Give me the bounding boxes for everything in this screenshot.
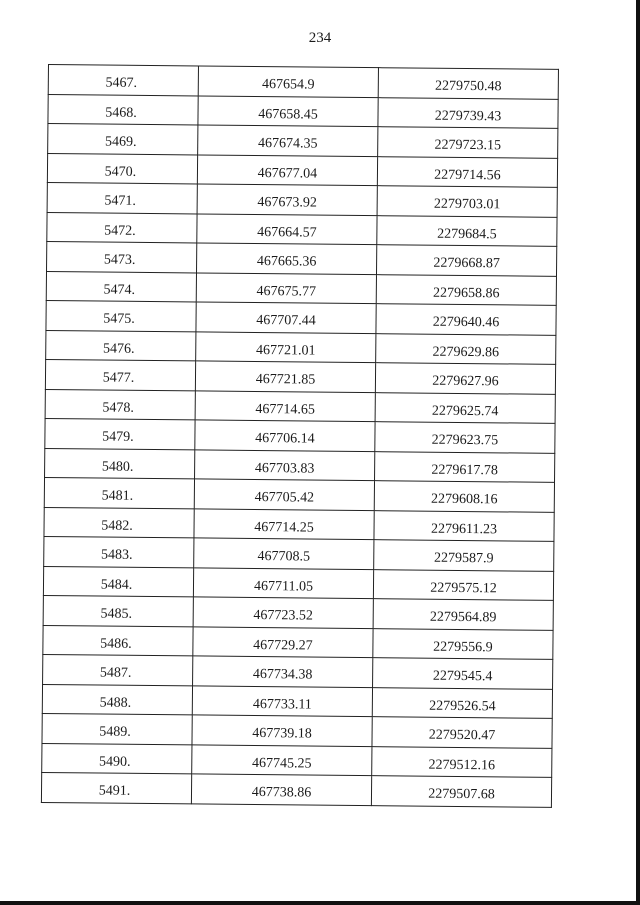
- table-row: [46, 300, 556, 334]
- table-row: [47, 212, 557, 246]
- x-coordinate-cell: 467721.01: [196, 331, 376, 362]
- y-coordinate-cell: 2279617.78: [375, 451, 555, 482]
- y-coordinate-cell: 2279575.12: [373, 569, 553, 600]
- y-coordinate-cell: 2279739.43: [378, 97, 558, 128]
- table-row: [42, 684, 552, 718]
- y-coordinate-cell: 2279611.23: [374, 510, 554, 541]
- point-number-cell: 5484.: [43, 566, 193, 597]
- point-number-cell: 5490.: [42, 743, 192, 774]
- y-coordinate-cell: 2279556.9: [373, 628, 553, 659]
- table-row: [45, 418, 555, 452]
- x-coordinate-cell: 467665.36: [197, 243, 377, 274]
- table-row: [44, 536, 554, 570]
- table-row: [43, 595, 553, 629]
- y-coordinate-cell: 2279658.86: [376, 274, 556, 305]
- coordinates-table-container: [41, 64, 558, 807]
- point-number-cell: 5478.: [45, 389, 195, 420]
- point-number-cell: 5487.: [43, 654, 193, 685]
- x-coordinate-cell: 467723.52: [193, 597, 373, 628]
- table-row: [46, 271, 556, 305]
- table-row: [43, 625, 553, 659]
- x-coordinate-cell: 467738.86: [191, 774, 371, 805]
- y-coordinate-cell: 2279520.47: [372, 717, 552, 748]
- x-coordinate-cell: 467708.5: [194, 538, 374, 569]
- point-number-cell: 5481.: [44, 477, 194, 508]
- x-coordinate-cell: 467703.83: [195, 449, 375, 480]
- y-coordinate-cell: 2279587.9: [374, 540, 554, 571]
- table-row: [41, 772, 551, 806]
- y-coordinate-cell: 2279623.75: [375, 422, 555, 453]
- x-coordinate-cell: 467734.38: [193, 656, 373, 687]
- point-number-cell: 5473.: [47, 241, 197, 272]
- x-coordinate-cell: 467714.25: [194, 508, 374, 539]
- y-coordinate-cell: 2279723.15: [378, 127, 558, 158]
- y-coordinate-cell: 2279507.68: [371, 776, 551, 807]
- point-number-cell: 5486.: [43, 625, 193, 656]
- x-coordinate-cell: 467729.27: [193, 626, 373, 657]
- x-coordinate-cell: 467664.57: [197, 213, 377, 244]
- y-coordinate-cell: 2279608.16: [374, 481, 554, 512]
- x-coordinate-cell: 467706.14: [195, 420, 375, 451]
- x-coordinate-cell: 467707.44: [196, 302, 376, 333]
- x-coordinate-cell: 467654.9: [198, 66, 378, 97]
- table-row: [45, 389, 555, 423]
- table-row: [43, 654, 553, 688]
- point-number-cell: 5468.: [48, 94, 198, 125]
- y-coordinate-cell: 2279526.54: [372, 687, 552, 718]
- x-coordinate-cell: 467675.77: [196, 272, 376, 303]
- point-number-cell: 5474.: [46, 271, 196, 302]
- x-coordinate-cell: 467745.25: [192, 744, 372, 775]
- x-coordinate-cell: 467739.18: [192, 715, 372, 746]
- point-number-cell: 5472.: [47, 212, 197, 243]
- point-number-cell: 5482.: [44, 507, 194, 538]
- x-coordinate-cell: 467677.04: [197, 154, 377, 185]
- x-coordinate-cell: 467658.45: [198, 95, 378, 126]
- point-number-cell: 5485.: [43, 595, 193, 626]
- y-coordinate-cell: 2279714.56: [377, 156, 557, 187]
- point-number-cell: 5491.: [41, 772, 191, 803]
- table-row: [42, 743, 552, 777]
- table-row: [48, 65, 558, 99]
- table-row: [45, 448, 555, 482]
- table-row: [46, 330, 556, 364]
- y-coordinate-cell: 2279668.87: [376, 245, 556, 276]
- page-number: 234: [308, 30, 332, 46]
- table-row: [43, 566, 553, 600]
- point-number-cell: 5475.: [46, 300, 196, 331]
- y-coordinate-cell: 2279564.89: [373, 599, 553, 630]
- x-coordinate-cell: 467705.42: [194, 479, 374, 510]
- x-coordinate-cell: 467721.85: [195, 361, 375, 392]
- point-number-cell: 5469.: [48, 124, 198, 155]
- y-coordinate-cell: 2279512.16: [372, 746, 552, 777]
- y-coordinate-cell: 2279545.4: [373, 658, 553, 689]
- x-coordinate-cell: 467733.11: [192, 685, 372, 716]
- x-coordinate-cell: 467711.05: [193, 567, 373, 598]
- table-row: [42, 713, 552, 747]
- point-number-cell: 5477.: [45, 359, 195, 390]
- point-number-cell: 5488.: [42, 684, 192, 715]
- point-number-cell: 5480.: [45, 448, 195, 479]
- y-coordinate-cell: 2279629.86: [376, 333, 556, 364]
- point-number-cell: 5483.: [44, 536, 194, 567]
- y-coordinate-cell: 2279750.48: [378, 68, 558, 99]
- point-number-cell: 5476.: [46, 330, 196, 361]
- y-coordinate-cell: 2279703.01: [377, 186, 557, 217]
- x-coordinate-cell: 467714.65: [195, 390, 375, 421]
- point-number-cell: 5470.: [47, 153, 197, 184]
- y-coordinate-cell: 2279625.74: [375, 392, 555, 423]
- table-row: [48, 94, 558, 128]
- point-number-cell: 5467.: [48, 65, 198, 96]
- point-number-cell: 5479.: [45, 418, 195, 449]
- point-number-cell: 5471.: [47, 182, 197, 213]
- table-row: [47, 241, 557, 275]
- table-row: [44, 477, 554, 511]
- coordinates-table-body: [41, 65, 558, 807]
- coordinates-table: [41, 64, 559, 807]
- point-number-cell: 5489.: [42, 713, 192, 744]
- y-coordinate-cell: 2279684.5: [377, 215, 557, 246]
- table-row: [48, 124, 558, 158]
- y-coordinate-cell: 2279627.96: [375, 363, 555, 394]
- y-coordinate-cell: 2279640.46: [376, 304, 556, 335]
- table-row: [45, 359, 555, 393]
- x-coordinate-cell: 467673.92: [197, 184, 377, 215]
- x-coordinate-cell: 467674.35: [198, 125, 378, 156]
